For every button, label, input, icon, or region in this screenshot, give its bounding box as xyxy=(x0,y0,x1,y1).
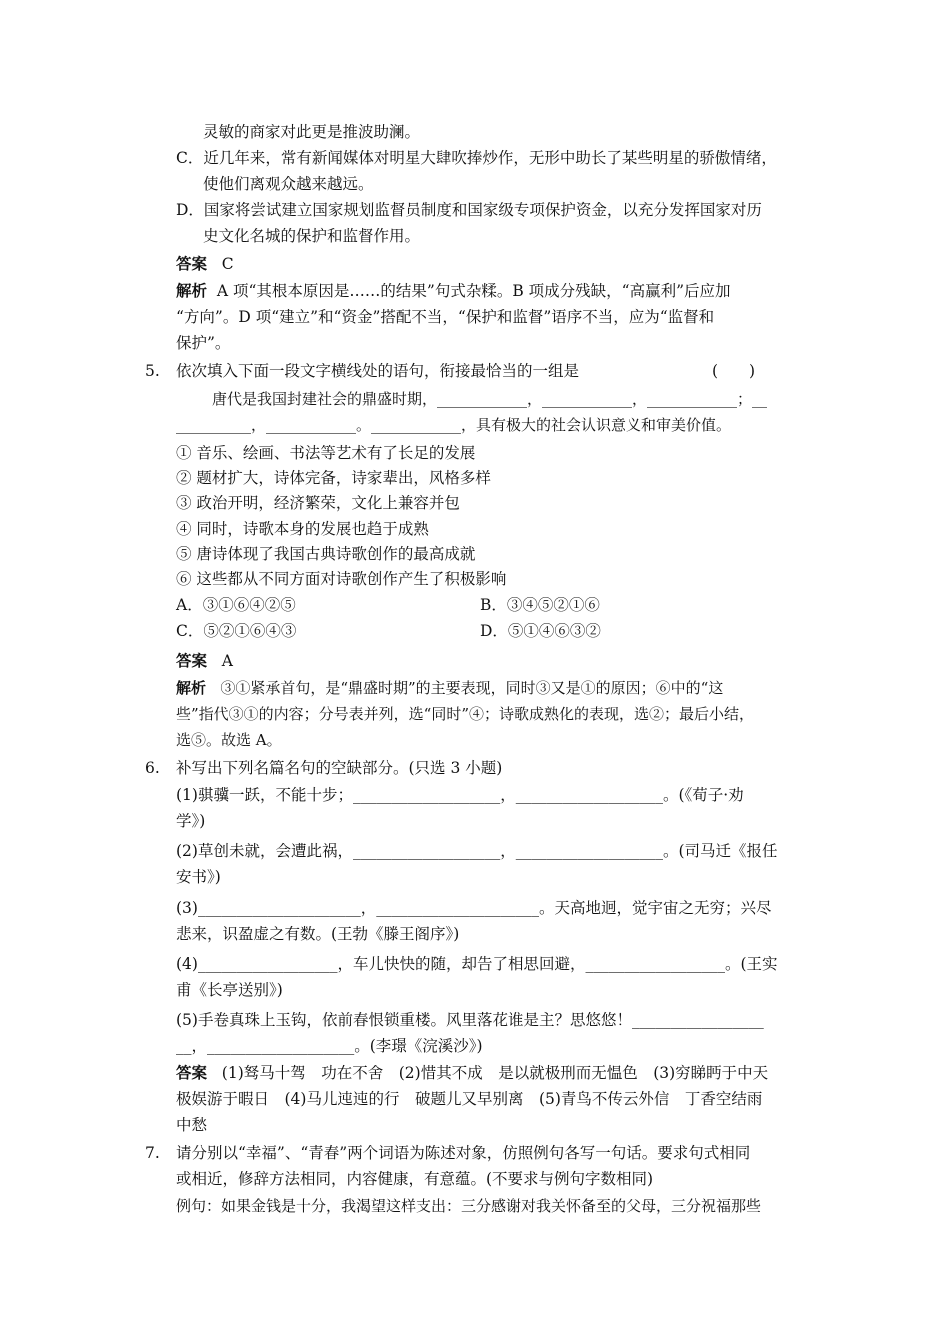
answer-label: 答案 xyxy=(176,254,208,273)
q4-option-d-line1: D．国家将尝试建立国家规划监督员制度和国家级专项保护资金，以充分发挥国家对历 xyxy=(176,201,762,219)
q6-line1: (1)骐骥一跃，不能十步；___________________，___________________。(《荀子·劝 xyxy=(176,786,744,804)
q4-analysis-line1 xyxy=(176,280,731,302)
q5-number: 5. xyxy=(145,362,160,380)
q7-example: 例句：如果金钱是十分，我渴望这样支出：三分感谢对我关怀备至的父母，三分祝福那些 xyxy=(176,1197,762,1215)
q6-line3: (2)草创未就，会遭此祸，___________________，___________________。(司马迁《报任 xyxy=(176,842,778,860)
q6-answer-line3: 中愁 xyxy=(176,1116,208,1134)
answer-value: C xyxy=(221,255,234,273)
q6-line2: 学》) xyxy=(176,812,206,830)
q5-option-b: B．③④⑤②①⑥ xyxy=(480,596,600,614)
q5-item-1: ① 音乐、绘画、书法等艺术有了长足的发展 xyxy=(176,444,476,462)
q4-analysis-line3: 保护”。 xyxy=(176,334,231,352)
q5-analysis-line2: 些”指代③①的内容；分号表并列，选“同时”④；诗歌成熟化的表现，选②；最后小结， xyxy=(176,705,755,723)
q6-line7: (4)__________________，车儿快快的随，却告了相思回避，__________________。(王实 xyxy=(176,955,778,973)
q6-line9: (5)手卷真珠上玉钩，依前春恨锁重楼。风里落花谁是主？思悠悠！_________________ xyxy=(176,1011,764,1029)
q6-number: 6. xyxy=(145,759,160,777)
q4-option-c-line2: 使他们离观众越来越远。 xyxy=(203,175,374,193)
q5-answer xyxy=(176,650,233,672)
analysis-text: ③①紧承首句，是“鼎盛时期”的主要表现，同时③又是①的原因；⑥中的“这 xyxy=(220,679,724,697)
q7-stem-line2: 或相近，修辞方法相同，内容健康，有意蕴。(不要求与例句字数相同) xyxy=(176,1170,654,1188)
q6-stem: 补写出下列名篇名句的空缺部分。(只选 3 小题) xyxy=(176,759,503,777)
q5-passage-line2: __________，____________。____________，具有极大的社会认识意义和审美价值。 xyxy=(176,416,732,434)
answer-text: (1)驽马十驾 功在不舍 (2)惜其不成 是以就极刑而无愠色 (3)穷睇眄于中天 xyxy=(221,1064,769,1082)
q5-passage-line1: 唐代是我国封建社会的鼎盛时期，____________，____________，____________；__ xyxy=(212,390,768,408)
q6-line6: 悲来，识盈虚之有数。(王勃《滕王阁序》) xyxy=(176,925,460,943)
q6-answer-line2: 极娱游于暇日 (4)马儿迍迍的行 破题儿又早别离 (5)青鸟不传云外信 丁香空结雨 xyxy=(176,1090,763,1108)
q6-line10: __，___________________。(李璟《浣溪沙》) xyxy=(176,1037,483,1055)
q5-item-5: ⑤ 唐诗体现了我国古典诗歌创作的最高成就 xyxy=(176,545,476,563)
q4-option-b-cont: 灵敏的商家对此更是推波助澜。 xyxy=(203,123,421,141)
q4-answer xyxy=(176,253,234,275)
q5-item-4: ④ 同时，诗歌本身的发展也趋于成熟 xyxy=(176,520,429,538)
q5-item-2: ② 题材扩大，诗体完备，诗家辈出，风格多样 xyxy=(176,469,491,487)
q5-option-a: A．③①⑥④②⑤ xyxy=(176,596,296,614)
q6-line4: 安书》) xyxy=(176,868,221,886)
answer-label: 答案 xyxy=(176,1063,208,1082)
q6-answer-line1 xyxy=(176,1062,768,1084)
answer-label: 答案 xyxy=(176,651,208,670)
q4-option-d-line2: 史文化名城的保护和监督作用。 xyxy=(203,227,421,245)
q5-item-6: ⑥ 这些都从不同方面对诗歌创作产生了积极影响 xyxy=(176,570,507,588)
q5-item-3: ③ 政治开明，经济繁荣，文化上兼容并包 xyxy=(176,494,460,512)
q7-stem-line1: 请分别以“幸福”、“青春”两个词语为陈述对象，仿照例句各写一句话。要求句式相同 xyxy=(176,1144,751,1162)
q5-option-c: C．⑤②①⑥④③ xyxy=(176,622,297,640)
q4-option-c-line1: C．近几年来，常有新闻媒体对明星大肆吹捧炒作，无形中助长了某些明星的骄傲情绪， xyxy=(176,149,777,167)
analysis-text: A 项“其根本原因是……的结果”句式杂糅。B 项成分残缺，“高赢利”后应加 xyxy=(216,282,731,300)
q6-line5: (3)_____________________，_____________________。天高地迥，觉宇宙之无穷；兴尽 xyxy=(176,899,772,917)
q7-number: 7. xyxy=(145,1144,160,1162)
q5-answer-paren: ( ) xyxy=(712,362,756,380)
q4-analysis-line2: “方向”。D 项“建立”和“资金”搭配不当，“保护和监督”语序不当，应为“监督和 xyxy=(176,308,715,326)
q5-analysis-line3: 选⑤。故选 A。 xyxy=(176,731,282,749)
q5-stem: 依次填入下面一段文字横线处的语句，衔接最恰当的一组是 xyxy=(176,362,580,380)
analysis-label: 解析 xyxy=(176,679,207,697)
q5-analysis-line1 xyxy=(176,677,723,699)
q6-line8: 甫《长亭送别》) xyxy=(176,981,283,999)
analysis-label: 解析 xyxy=(176,281,208,300)
q5-option-d: D．⑤①④⑥③② xyxy=(480,622,601,640)
answer-value: A xyxy=(221,652,233,670)
